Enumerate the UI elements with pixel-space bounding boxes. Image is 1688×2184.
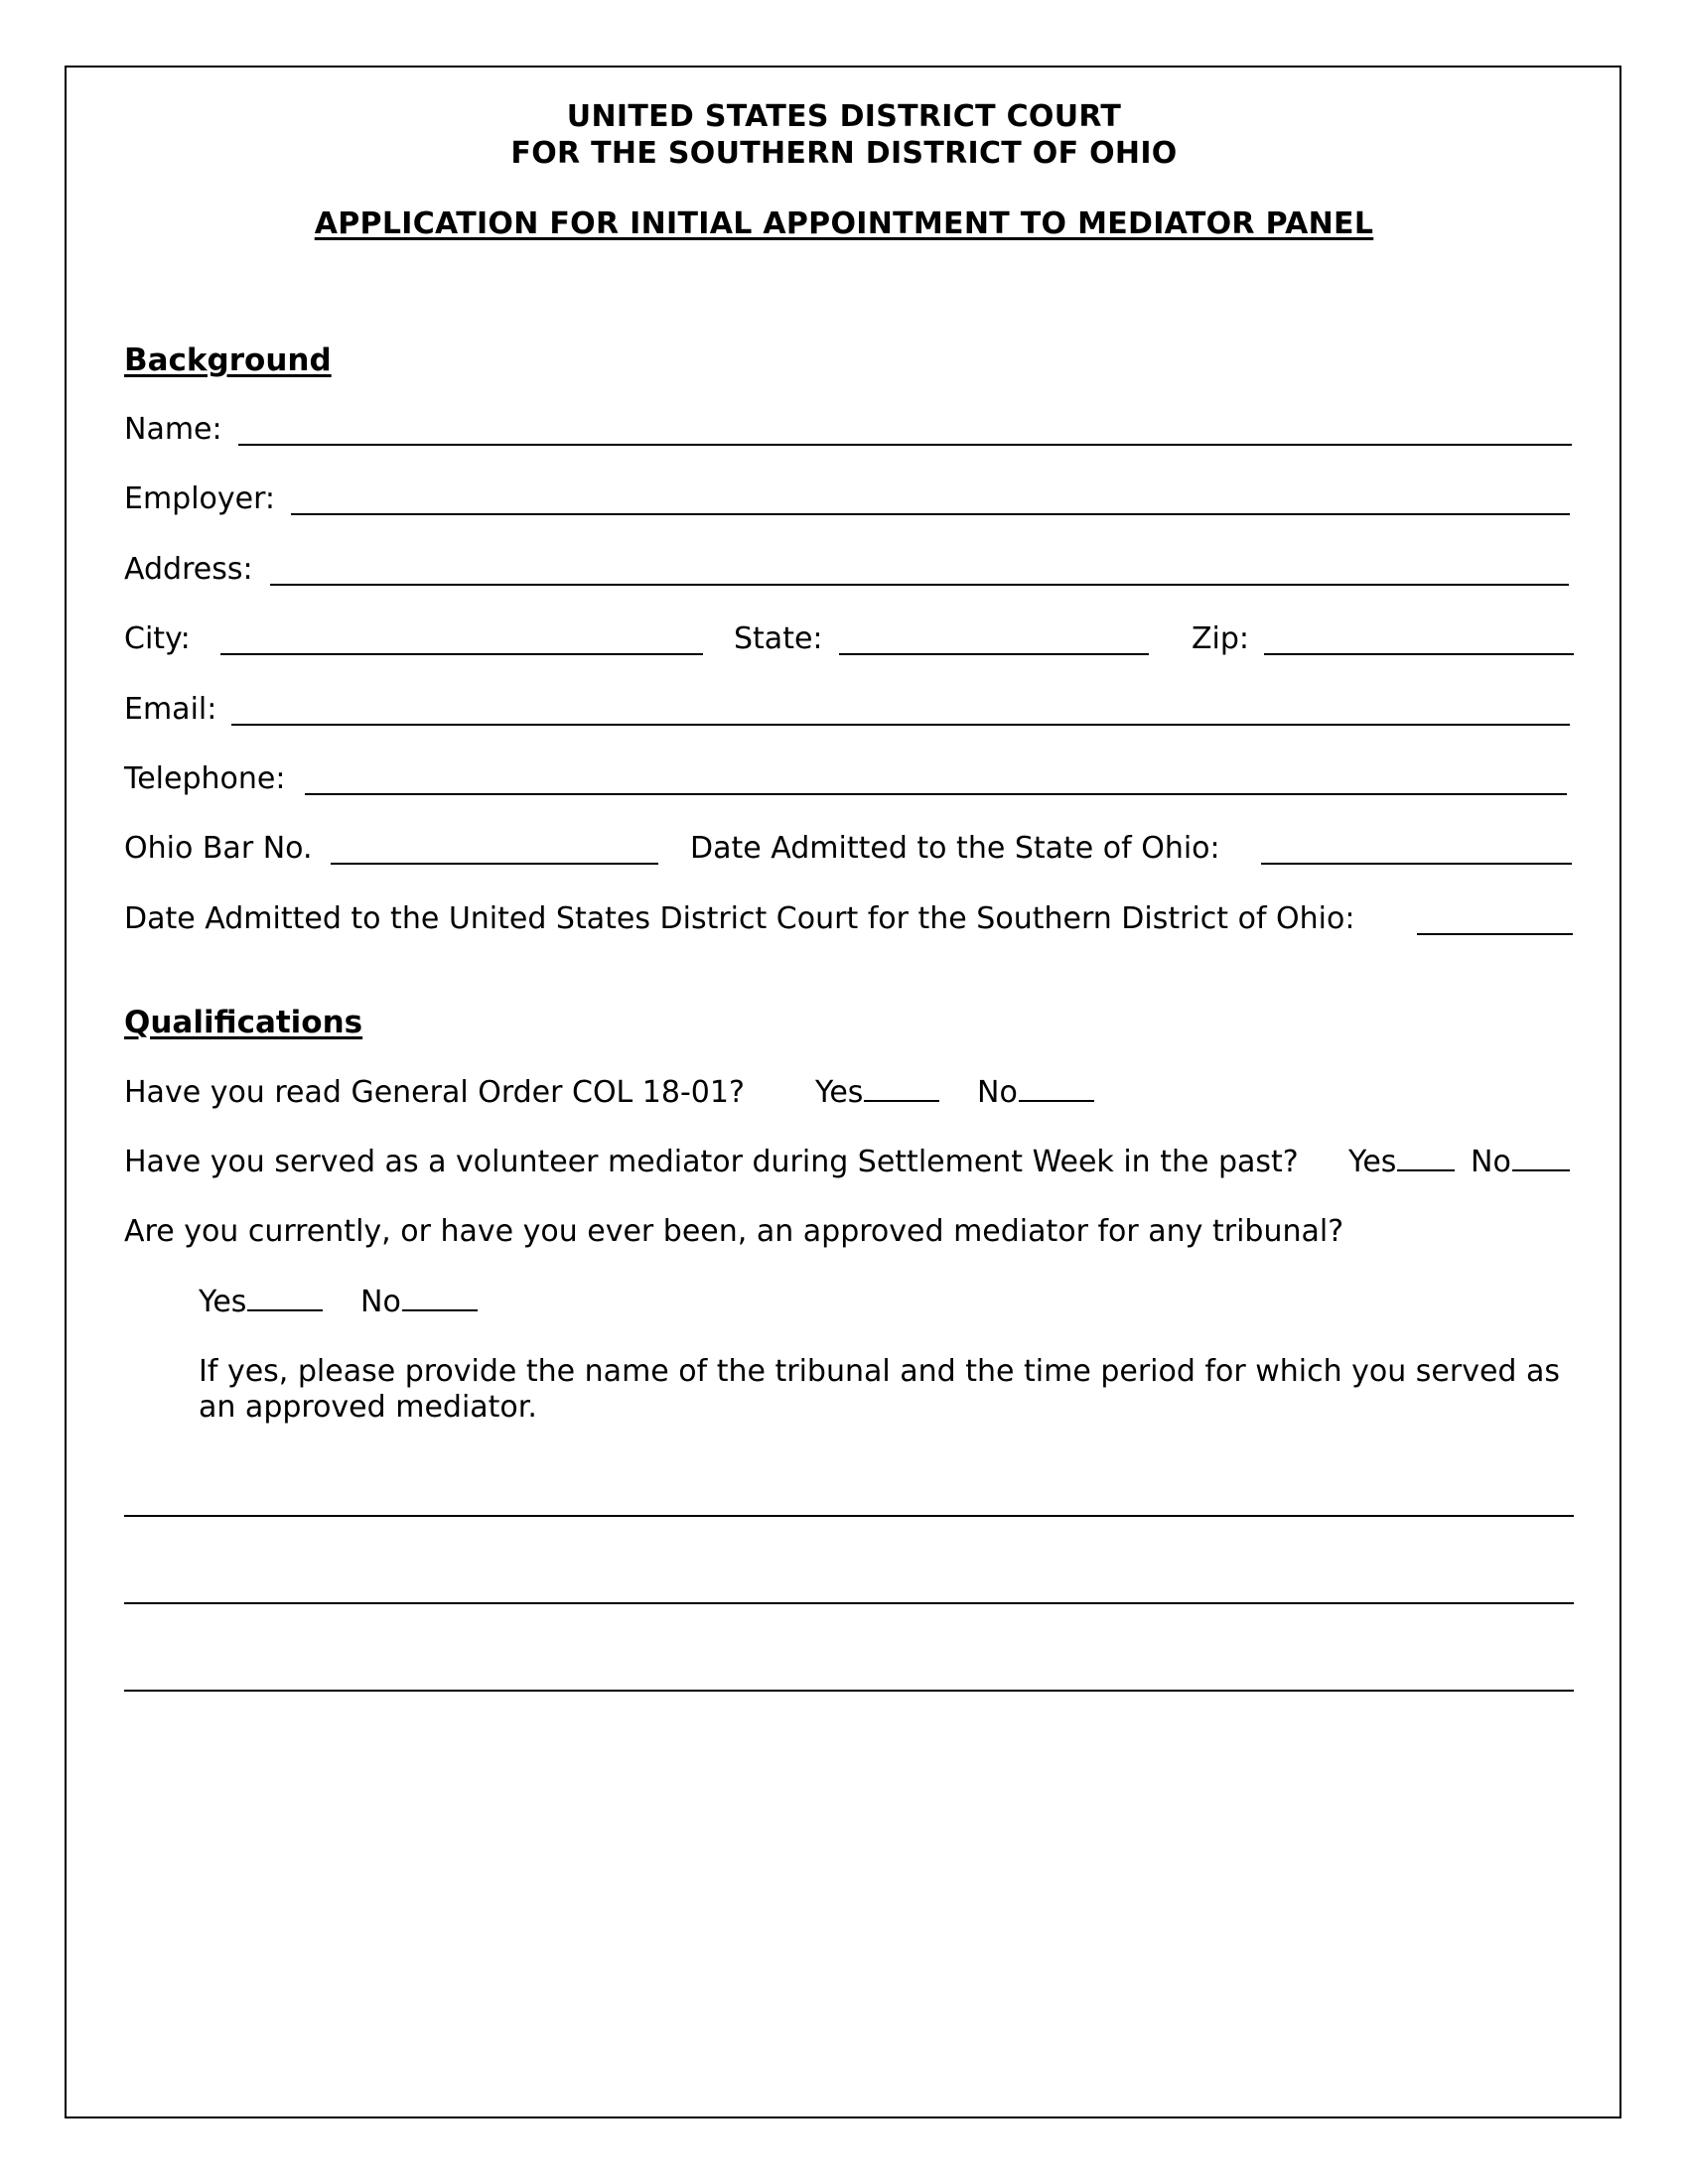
form-title: APPLICATION FOR INITIAL APPOINTMENT TO MEDIATOR PANEL [314, 206, 1374, 241]
employer-field[interactable] [291, 513, 1570, 515]
q1-row [124, 1075, 1574, 1111]
city-label: City: [124, 621, 191, 656]
telephone-row [124, 761, 1574, 797]
bar-no-label: Ohio Bar No. [124, 831, 313, 866]
qualifications-heading: Qualifications [124, 1005, 363, 1040]
date-admitted-district-label: Date Admitted to the United States District Court for the Southern District of Ohio: [124, 901, 1355, 936]
q1-yes-blank[interactable] [864, 1100, 939, 1102]
q1-yes[interactable]: Yes [815, 1075, 939, 1111]
q3-no-blank[interactable] [402, 1309, 478, 1311]
court-district: FOR THE SOUTHERN DISTRICT OF OHIO [510, 136, 1178, 171]
answer-line-1[interactable] [124, 1515, 1574, 1517]
city-field[interactable] [220, 653, 703, 655]
q2-no[interactable]: No [1471, 1145, 1570, 1180]
date-admitted-district-field[interactable] [1417, 933, 1573, 935]
address-label: Address: [124, 552, 253, 587]
zip-label: Zip: [1192, 621, 1250, 656]
address-field[interactable] [270, 584, 1569, 586]
answer-line-3[interactable] [124, 1690, 1574, 1692]
answer-line-2[interactable] [124, 1602, 1574, 1604]
state-label: State: [734, 621, 823, 656]
q1-no-blank[interactable] [1019, 1100, 1094, 1102]
court-name: UNITED STATES DISTRICT COURT [566, 99, 1122, 134]
address-row [124, 552, 1574, 588]
email-row [124, 692, 1574, 728]
zip-field[interactable] [1264, 653, 1574, 655]
state-field[interactable] [839, 653, 1149, 655]
q3-followup-text: If yes, please provide the name of the tribunal and the time period for which you served as an approved mediator. [199, 1354, 1561, 1425]
name-field[interactable] [238, 444, 1572, 446]
city-state-zip-row [124, 621, 1574, 657]
q3-yes[interactable]: Yes [199, 1285, 323, 1320]
q2-yes[interactable]: Yes [1348, 1145, 1455, 1180]
q3-answer-row [199, 1285, 794, 1320]
q2-yes-blank[interactable] [1397, 1169, 1455, 1171]
q2-no-blank[interactable] [1512, 1169, 1570, 1171]
bar-row [124, 831, 1574, 867]
employer-label: Employer: [124, 481, 276, 516]
email-field[interactable] [231, 724, 1570, 726]
date-admitted-state-label: Date Admitted to the State of Ohio: [690, 831, 1220, 866]
q3-text: Are you currently, or have you ever been, an approved mediator for any tribunal? [124, 1214, 1344, 1249]
q1-text: Have you read General Order COL 18-01? [124, 1075, 745, 1110]
q2-row [124, 1145, 1574, 1180]
q3-yes-blank[interactable] [247, 1309, 323, 1311]
background-heading: Background [124, 342, 332, 378]
date-admitted-state-field[interactable] [1261, 863, 1572, 865]
telephone-label: Telephone: [124, 761, 286, 796]
telephone-field[interactable] [305, 793, 1567, 795]
name-label: Name: [124, 412, 222, 447]
email-label: Email: [124, 692, 217, 727]
q3-no[interactable]: No [360, 1285, 478, 1320]
name-row [124, 412, 1574, 448]
employer-row [124, 481, 1574, 517]
q2-text: Have you served as a volunteer mediator during Settlement Week in the past? [124, 1145, 1299, 1179]
q1-no[interactable]: No [977, 1075, 1094, 1111]
district-admission-row [124, 901, 1574, 937]
bar-no-field[interactable] [331, 863, 658, 865]
